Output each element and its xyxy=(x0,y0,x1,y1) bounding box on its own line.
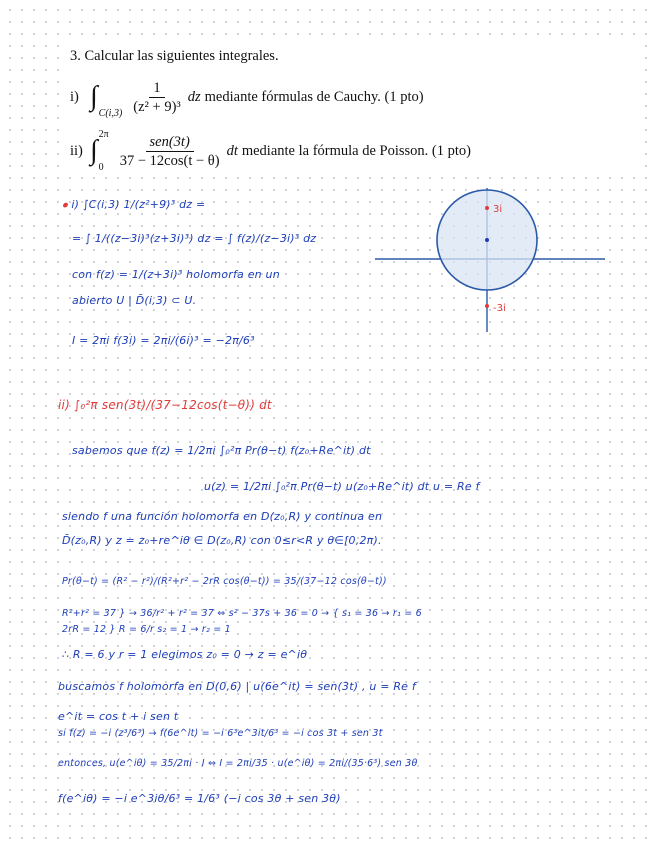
pole-minus-3i-point xyxy=(485,304,489,308)
hw-i-line-4: abierto U | D̄(i,3) ⊂ U. xyxy=(72,294,197,307)
item-2-description: mediante la fórmula de Poisson. (1 pto) xyxy=(241,142,471,159)
hw-ii-line-14: f(e^iθ) = −i e^3iθ/6³ = 1/6³ (−i cos 3θ + sen 3θ) xyxy=(58,792,341,805)
hw-i-line-3: con f(z) = 1/(z+3i)³ holomorfa en un xyxy=(72,268,280,281)
hw-ii-line-1: ii) ∫₀²π sen(3t)/(37−12cos(t−θ)) dt xyxy=(58,398,272,412)
hw-i-line-5: I = 2πi f(3i) = 2πi/(6i)³ = −2π/6³ xyxy=(72,334,255,347)
hw-ii-line-11: e^it = cos t + i sen t xyxy=(58,710,179,723)
integral-sign-2: ∫ xyxy=(90,135,98,166)
item-1-label: i) xyxy=(70,88,79,105)
lower-limit: 0 xyxy=(98,162,104,173)
hw-ii-line-7: R²+r² = 37 } → 36/r² + r² = 37 ⇔ s² − 37s + 36 = 0 → { s₁ = 36 → r₁ = 6 xyxy=(62,608,422,619)
hw-i-line-2: = ∫ 1/((z−3i)³(z+3i)³) dz = ∫ f(z)/(z−3i)³ dz xyxy=(72,232,317,245)
numerator-1: 1 xyxy=(149,79,164,98)
hw-ii-line-3: u(z) = 1/2πi ∫₀²π Pr(θ−t) u(z₀+Re^it) dt u = Re f xyxy=(204,480,480,493)
hw-ii-line-5: D̄(z₀,R) y z = z₀+re^iθ ∈ D(z₀,R) con 0≤r<R y θ∈[0,2π). xyxy=(62,534,382,547)
denominator-1: (z² + 9)³ xyxy=(133,98,181,115)
hw-ii-line-12: si f(z) = −i (z³/6³) → f(6e^it) = −i 6³e^3it/6³ = −i cos 3t + sen 3t xyxy=(58,728,383,739)
hw-i-line-1: ⦁ i) ∫C(i,3) 1/(z²+9)³ dz = xyxy=(62,198,206,211)
hw-ii-line-13: entonces, u(e^iθ) = 35/2πi · I ⇔ I = 2πi/35 · u(e^iθ) = 2πi/(35·6³) sen 3θ xyxy=(58,758,418,769)
hw-ii-line-2: sabemos que f(z) = 1/2πi ∫₀²π Pr(θ−t) f(z₀+Re^it) dt xyxy=(72,444,371,457)
hw-ii-line-9: ∴ R = 6 y r = 1 elegimos z₀ = 0 → z = e^iθ xyxy=(62,648,308,661)
pole-3i-label: 3i xyxy=(493,204,503,215)
hw-ii-line-10: buscamos f holomorfa en D(0,6) | u(6e^it) = sen(3t) , u = Re f xyxy=(58,680,416,693)
hw-ii-line-6: Pr(θ−t) = (R² − r²)/(R²+r² − 2rR cos(θ−t)) = 35/(37−12 cos(θ−t)) xyxy=(62,576,387,587)
upper-limit: 2π xyxy=(98,129,109,140)
hw-ii-line-4: siendo f una función holomorfa en D(z₀,R) y continua en xyxy=(62,510,383,523)
integral-sign-1: ∫ xyxy=(90,81,98,112)
hw-ii-line-8: 2rR = 12 } R = 6/r s₂ = 1 → r₂ = 1 xyxy=(62,624,231,635)
item-1-description: mediante fórmulas de Cauchy. (1 pto) xyxy=(204,88,424,105)
numerator-2: sen(3t) xyxy=(146,133,194,152)
contour-label: C(i,3) xyxy=(98,108,123,119)
differential-1: dz xyxy=(187,88,201,105)
item-2-label: ii) xyxy=(70,142,83,159)
pole-3i-point xyxy=(485,206,489,210)
differential-2: dt xyxy=(226,142,238,159)
problem-title: 3. Calcular las siguientes integrales. xyxy=(70,48,279,64)
pole-minus-3i-label: -3i xyxy=(493,303,506,314)
center-point xyxy=(485,238,489,242)
denominator-2: 37 − 12cos(t − θ) xyxy=(119,152,220,169)
